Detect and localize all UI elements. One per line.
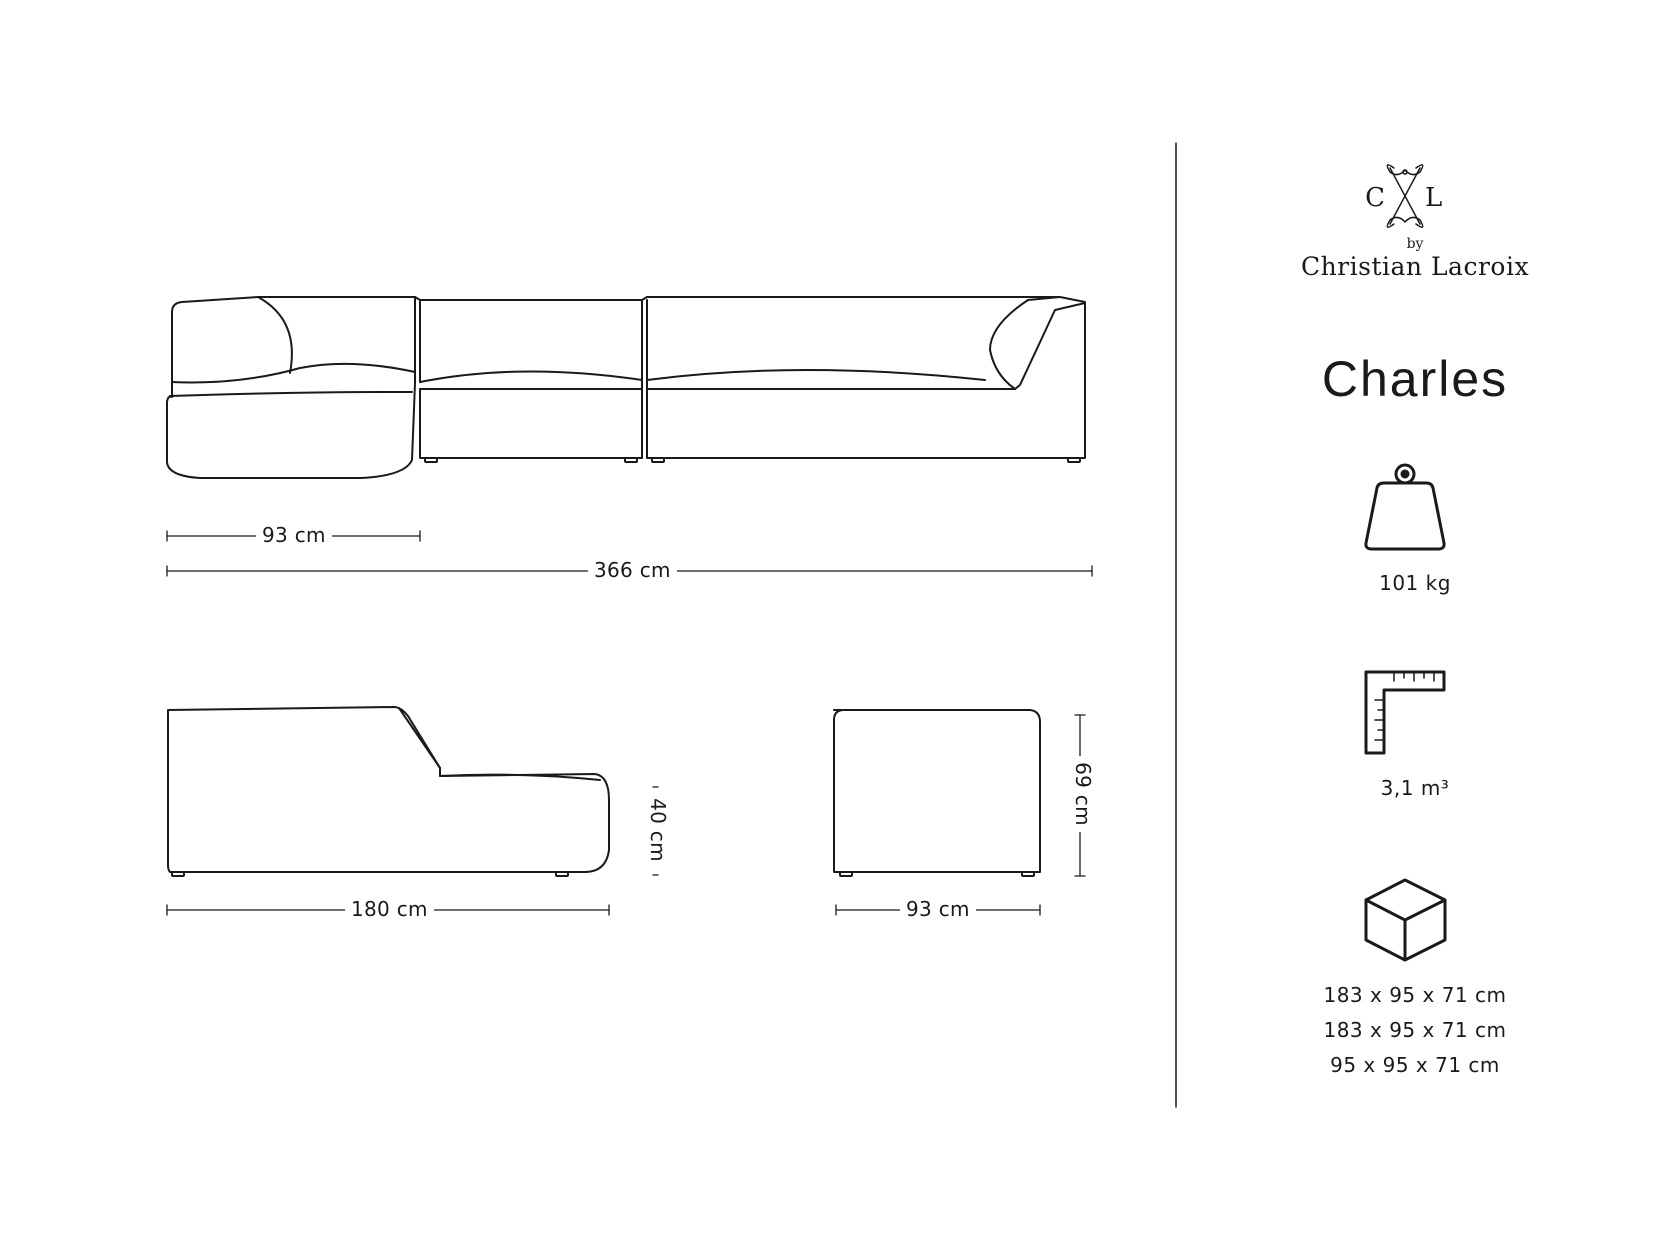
weight-icon bbox=[1366, 465, 1444, 549]
svg-text:L: L bbox=[1425, 183, 1443, 213]
brand-logo bbox=[1365, 165, 1442, 227]
module-dimension-lines bbox=[836, 715, 1085, 915]
brand-name: Christian Lacroix bbox=[1300, 252, 1530, 281]
sofa-side-view bbox=[168, 707, 609, 876]
side-dimension-lines bbox=[167, 787, 658, 915]
package-line-1: 183 x 95 x 71 cm bbox=[1323, 983, 1507, 1007]
weight-value: 101 kg bbox=[1379, 571, 1451, 595]
dim-side-length: 180 cm bbox=[345, 897, 434, 921]
brand-by-label: by bbox=[1406, 236, 1424, 252]
dim-side-seat-height: 40 cm bbox=[646, 792, 670, 868]
product-title: Charles bbox=[1321, 351, 1509, 407]
package-dimensions bbox=[1300, 978, 1530, 1083]
dim-front-total-width: 366 cm bbox=[588, 558, 677, 582]
dim-front-module-width: 93 cm bbox=[256, 523, 332, 547]
module-side-view bbox=[834, 710, 1040, 876]
package-line-3: 95 x 95 x 71 cm bbox=[1330, 1053, 1500, 1077]
svg-text:C: C bbox=[1365, 183, 1385, 213]
dim-module-height: 69 cm bbox=[1071, 756, 1095, 832]
sofa-front-view bbox=[167, 297, 1085, 478]
volume-value: 3,1 m³ bbox=[1380, 776, 1450, 800]
package-line-2: 183 x 95 x 71 cm bbox=[1323, 1018, 1507, 1042]
dim-module-width: 93 cm bbox=[900, 897, 976, 921]
ruler-icon bbox=[1366, 672, 1444, 753]
box-icon bbox=[1366, 880, 1445, 960]
